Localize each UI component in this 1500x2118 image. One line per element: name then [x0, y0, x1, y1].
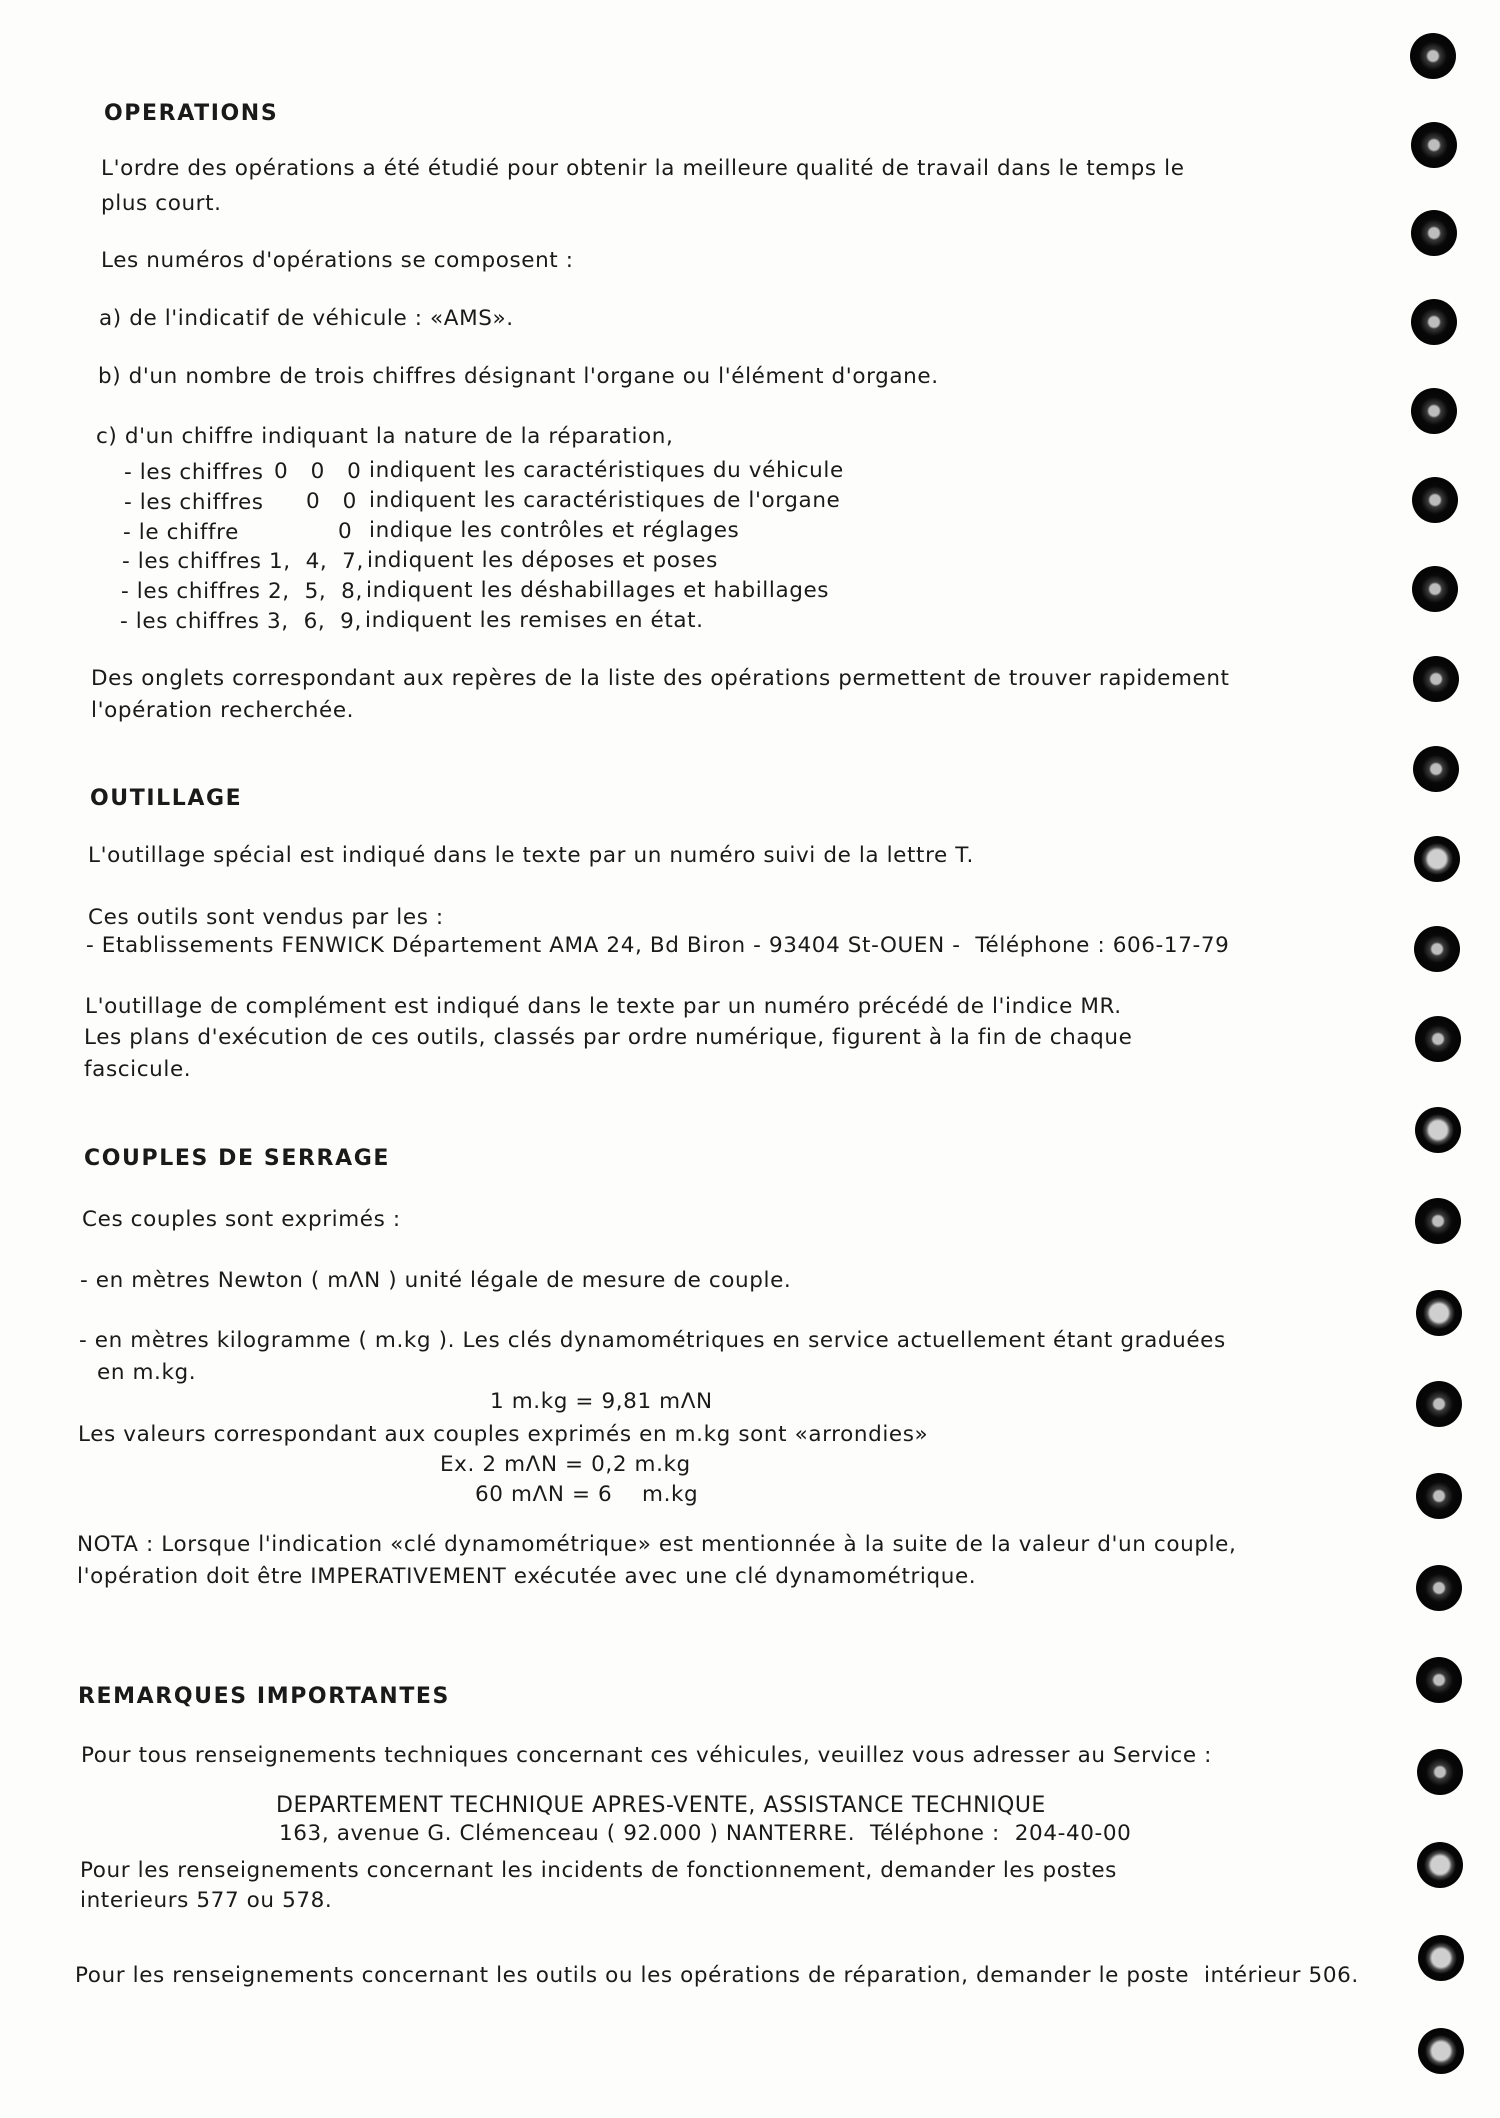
remarques-department: DEPARTEMENT TECHNIQUE APRES-VENTE, ASSISTANCE TECHNIQUE	[276, 1793, 1046, 1818]
couples-example1: Ex. 2 mΛN = 0,2 m.kg	[440, 1452, 691, 1477]
operations-onglets-line2: l'opération recherchée.	[91, 698, 355, 723]
binding-hole-icon	[1416, 1473, 1462, 1519]
outillage-line1: L'outillage spécial est indiqué dans le texte par un numéro suivi de la lettre T.	[88, 843, 974, 868]
couples-nota-line2: l'opération doit être IMPERATIVEMENT exécutée avec une clé dynamométrique.	[77, 1564, 977, 1589]
binding-hole-icon	[1411, 122, 1457, 168]
binding-hole-icon	[1413, 656, 1459, 702]
remarques-address: 163, avenue G. Clémenceau ( 92.000 ) NANTERRE. Téléphone : 204-40-00	[279, 1821, 1132, 1846]
outillage-line5: Les plans d'exécution de ces outils, classés par ordre numérique, figurent à la fin de chaque	[84, 1025, 1133, 1050]
operations-list-item-digits: 0	[338, 519, 353, 544]
couples-line2: - en mètres Newton ( mΛN ) unité légale de mesure de couple.	[80, 1268, 792, 1293]
binding-hole-icon	[1416, 1381, 1462, 1427]
binding-hole-icon	[1414, 836, 1460, 882]
operations-onglets-line1: Des onglets correspondant aux repères de la liste des opérations permettent de trouver rapidement	[91, 666, 1230, 691]
operations-list-item-prefix: - les chiffres 1, 4, 7,	[122, 549, 364, 574]
operations-list-item-text: indiquent les remises en état.	[365, 608, 704, 633]
operations-list-item-text: indiquent les déshabillages et habillages	[366, 578, 830, 603]
outillage-line4: L'outillage de complément est indiqué dans le texte par un numéro précédé de l'indice MR.	[85, 994, 1122, 1019]
operations-list-item-text: indique les contrôles et réglages	[369, 518, 740, 543]
binding-hole-icon	[1417, 1842, 1463, 1888]
operations-intro-line1: L'ordre des opérations a été étudié pour obtenir la meilleure qualité de travail dans le temps le	[101, 156, 1185, 181]
binding-hole-icon	[1411, 388, 1457, 434]
remarques-line3: interieurs 577 ou 578.	[80, 1888, 333, 1913]
operations-item-a: a) de l'indicatif de véhicule : «AMS».	[99, 306, 514, 331]
remarques-line4: Pour les renseignements concernant les outils ou les opérations de réparation, demander le poste intérieur 506.	[75, 1963, 1359, 1988]
operations-list-item-prefix: - les chiffres 3, 6, 9,	[120, 609, 362, 634]
remarques-line1: Pour tous renseignements techniques concernant ces véhicules, veuillez vous adresser au Service :	[81, 1743, 1212, 1768]
operations-list-item-text: indiquent les déposes et poses	[367, 548, 718, 573]
binding-hole-icon	[1411, 299, 1457, 345]
outillage-heading: OUTILLAGE	[90, 786, 243, 811]
outillage-line6: fascicule.	[84, 1057, 192, 1082]
binding-hole-icon	[1415, 1016, 1461, 1062]
couples-line1: Ces couples sont exprimés :	[82, 1207, 401, 1232]
operations-list-item-prefix: - le chiffre	[123, 520, 239, 545]
couples-nota-line1: NOTA : Lorsque l'indication «clé dynamométrique» est mentionnée à la suite de la valeur d'un couple,	[77, 1532, 1237, 1557]
couples-equation: 1 m.kg = 9,81 mΛN	[490, 1389, 713, 1414]
couples-line4: en m.kg.	[97, 1360, 197, 1385]
binding-hole-icon	[1416, 1290, 1462, 1336]
operations-item-c: c) d'un chiffre indiquant la nature de la réparation,	[96, 424, 674, 449]
operations-compose: Les numéros d'opérations se composent :	[101, 248, 574, 273]
binding-hole-icon	[1414, 926, 1460, 972]
binding-hole-icon	[1410, 33, 1456, 79]
outillage-line2: Ces outils sont vendus par les :	[88, 905, 444, 930]
binding-hole-icon	[1413, 746, 1459, 792]
binding-hole-icon	[1416, 1657, 1462, 1703]
binding-hole-icon	[1412, 566, 1458, 612]
binding-hole-icon	[1411, 210, 1457, 256]
binding-hole-icon	[1418, 1935, 1464, 1981]
couples-heading: COUPLES DE SERRAGE	[84, 1146, 391, 1171]
binding-hole-icon	[1415, 1198, 1461, 1244]
operations-list-item-digits: 0 0 0	[274, 459, 362, 484]
operations-item-b: b) d'un nombre de trois chiffres désignant l'organe ou l'élément d'organe.	[98, 364, 939, 389]
binding-hole-icon	[1418, 2028, 1464, 2074]
outillage-line3: - Etablissements FENWICK Département AMA 24, Bd Biron - 93404 St-OUEN - Téléphone : 606-17-79	[86, 933, 1230, 958]
remarques-heading: REMARQUES IMPORTANTES	[78, 1684, 451, 1709]
binding-hole-icon	[1416, 1565, 1462, 1611]
operations-list-item-text: indiquent les caractéristiques de l'organe	[369, 488, 841, 513]
remarques-line2: Pour les renseignements concernant les incidents de fonctionnement, demander les postes	[80, 1858, 1117, 1883]
couples-example2: 60 mΛN = 6 m.kg	[475, 1482, 699, 1507]
operations-intro-line2: plus court.	[101, 191, 222, 216]
operations-list-item-prefix: - les chiffres	[124, 460, 264, 485]
binding-hole-icon	[1412, 477, 1458, 523]
couples-line5: Les valeurs correspondant aux couples exprimés en m.kg sont «arrondies»	[78, 1422, 929, 1447]
operations-heading: OPERATIONS	[104, 101, 279, 126]
binding-hole-icon	[1417, 1749, 1463, 1795]
operations-list-item-text: indiquent les caractéristiques du véhicule	[369, 458, 844, 483]
operations-list-item-prefix: - les chiffres	[124, 490, 264, 515]
operations-list-item-digits: 0 0	[306, 489, 357, 514]
couples-line3: - en mètres kilogramme ( m.kg ). Les clés dynamométriques en service actuellement étant graduées	[79, 1328, 1226, 1353]
binding-hole-icon	[1415, 1107, 1461, 1153]
operations-list-item-prefix: - les chiffres 2, 5, 8,	[121, 579, 363, 604]
